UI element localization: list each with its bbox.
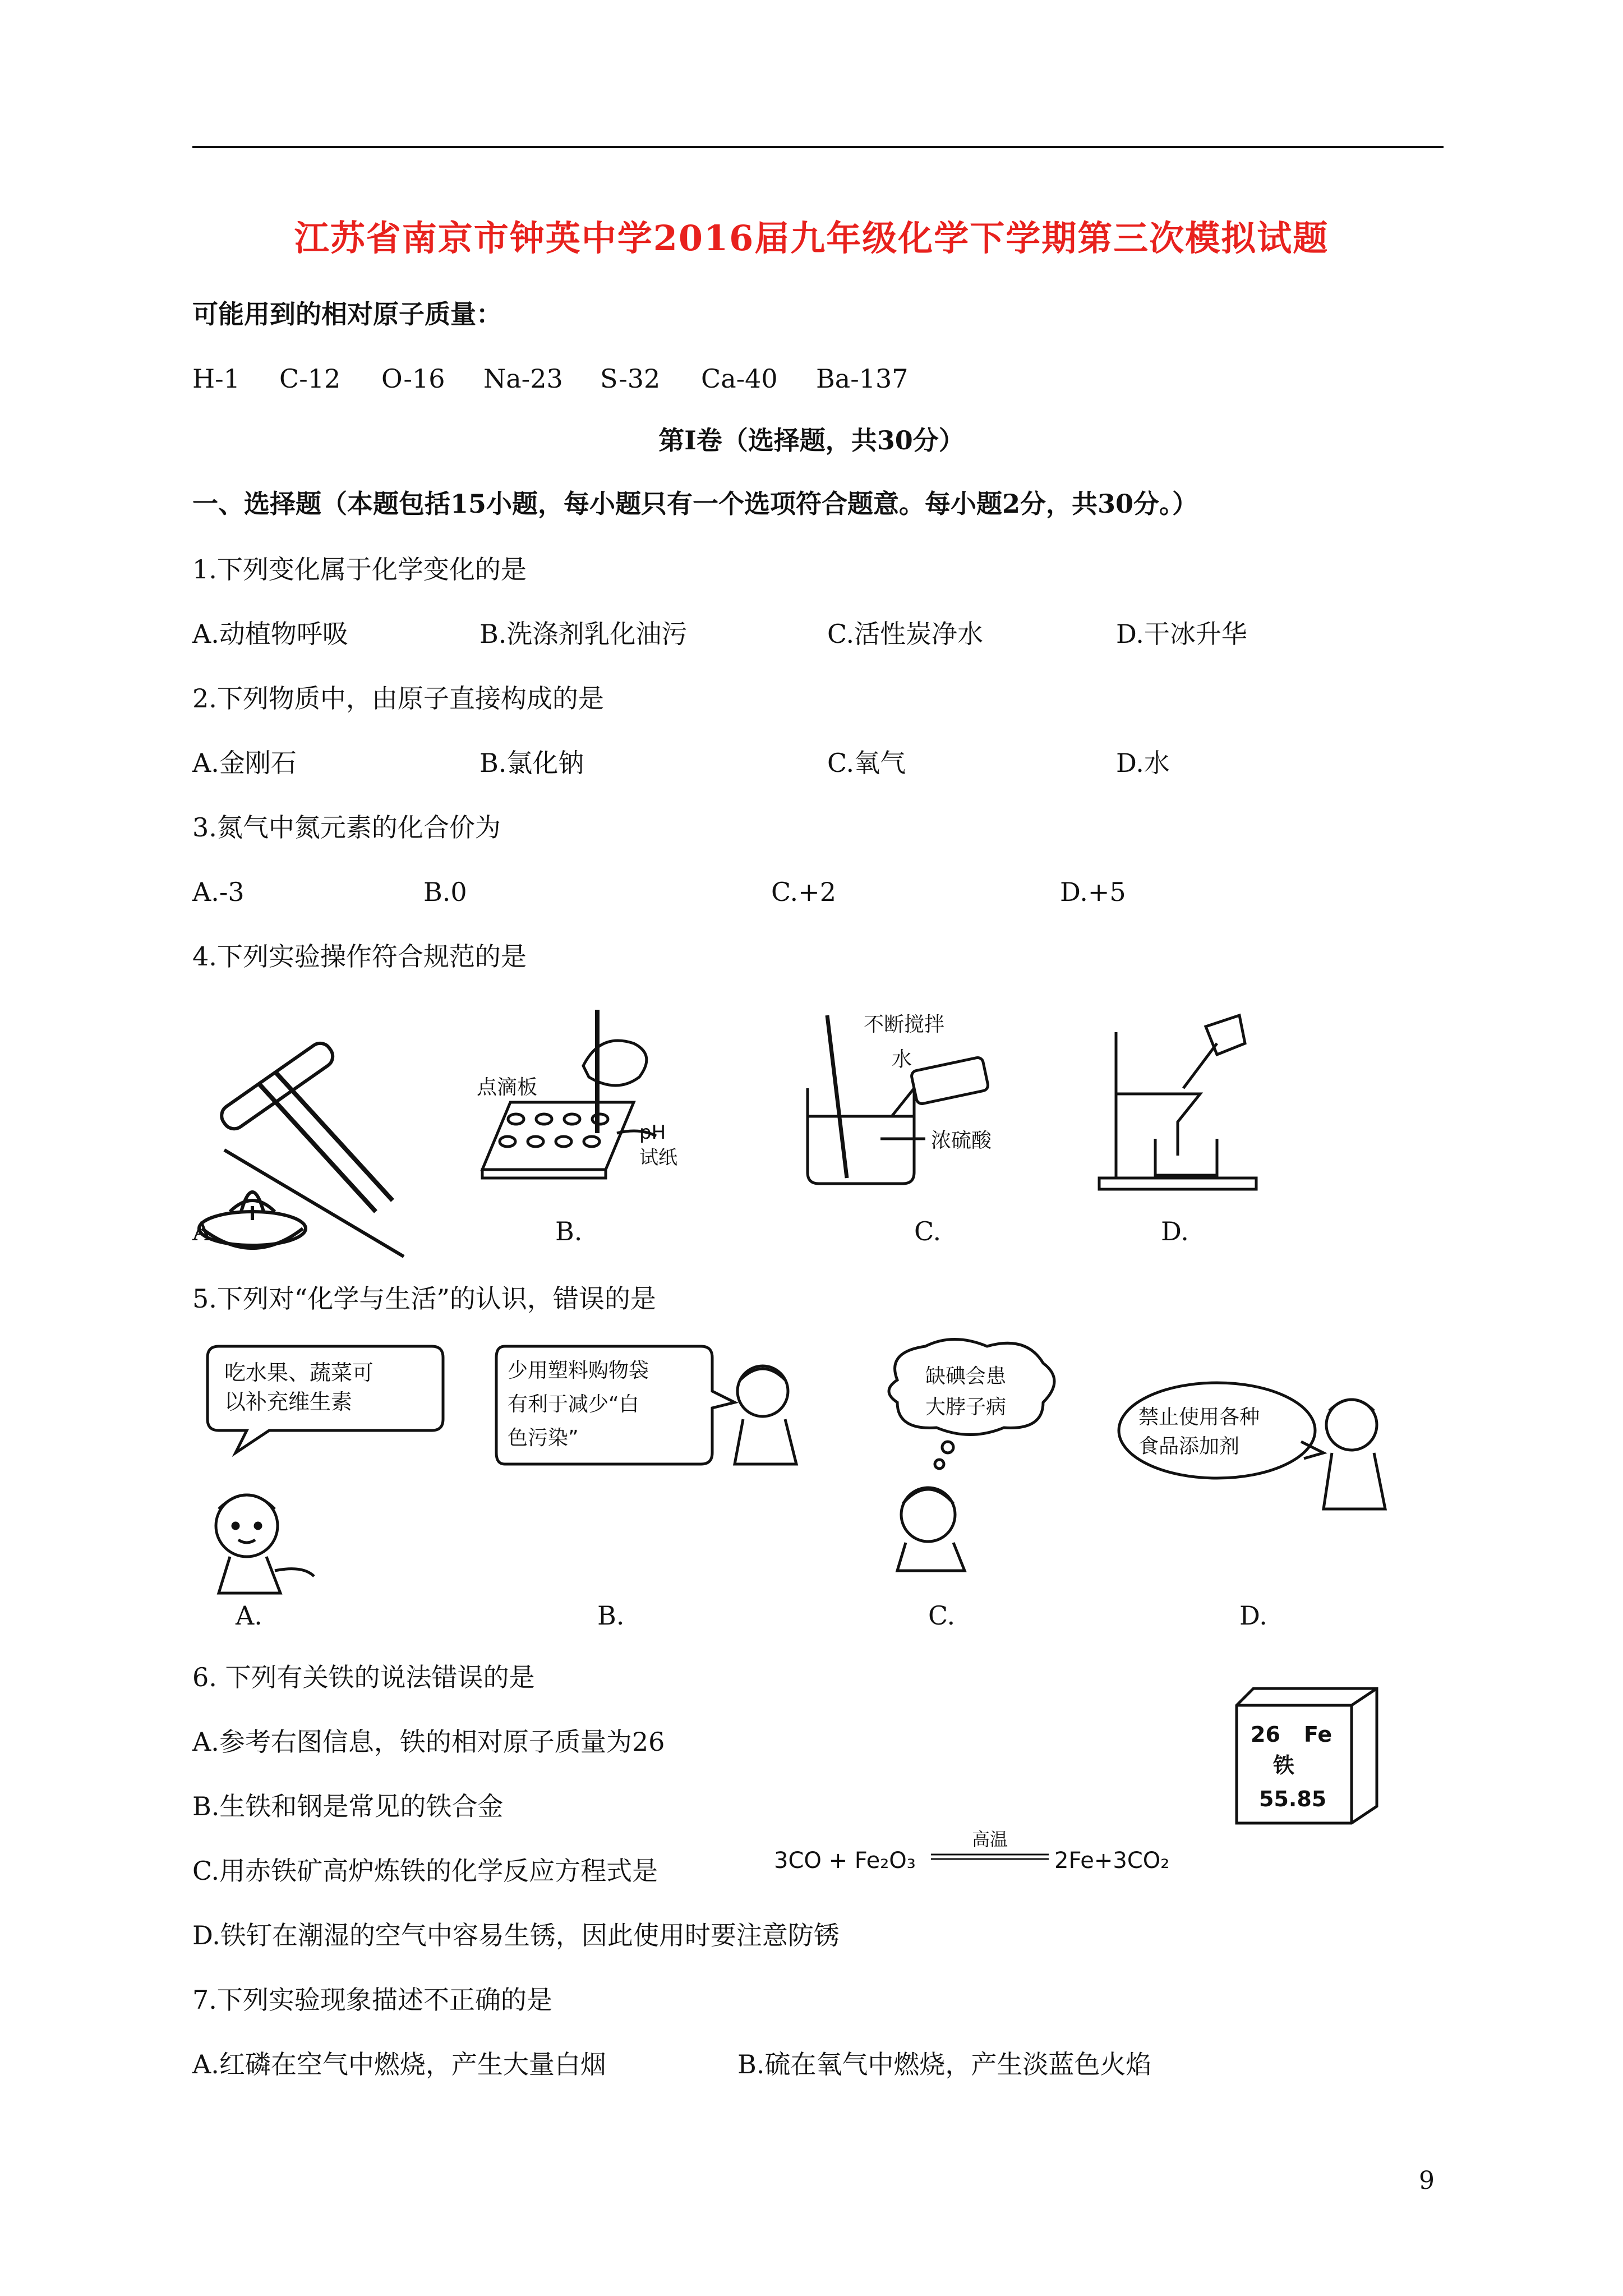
q5-b-line-1: 少用塑料购物袋 <box>508 1359 649 1382</box>
q4-option-a: A. <box>192 1216 219 1246</box>
q5-cartoon-c <box>875 1335 1088 1571</box>
q4-option-c: C. <box>914 1216 942 1246</box>
question-1-option-b: B.洗涤剂乳化油污 <box>479 619 688 649</box>
q5-a-line-2: 以补充维生素 <box>224 1389 353 1414</box>
page-title: 江苏省南京市钟英中学2016届九年级化学下学期第三次模拟试题 <box>294 218 1329 259</box>
q5-d-line-2: 食品添加剂 <box>1138 1435 1240 1458</box>
equation-right: 2Fe+3CO₂ <box>1054 1848 1170 1874</box>
question-2-option-b: B.氯化钠 <box>479 748 584 778</box>
q4-water-label: 水 <box>892 1048 912 1071</box>
question-2-option-a: A.金刚石 <box>192 748 297 778</box>
question-2-option-d: D.水 <box>1116 748 1170 778</box>
atomic-mass-h: H-1 <box>192 364 240 394</box>
question-1-option-c: C.活性炭净水 <box>827 619 984 649</box>
atomic-mass-ca: Ca-40 <box>701 364 778 394</box>
q4-stir-label: 不断搅拌 <box>864 1013 945 1036</box>
q5-c-line-2: 大脖子病 <box>925 1396 1007 1419</box>
question-1-option-a: A.动植物呼吸 <box>192 619 348 649</box>
question-1-option-d: D.干冰升华 <box>1116 619 1247 649</box>
volume-title: 第Ⅰ卷（选择题，共30分） <box>658 425 965 455</box>
q4-option-b: B. <box>555 1216 583 1246</box>
equation-left: 3CO + Fe₂O₃ <box>774 1848 916 1874</box>
question-3-option-d: D.+5 <box>1060 877 1126 907</box>
q5-c-line-1: 缺碘会患 <box>925 1365 1007 1388</box>
q4-acid-label: 浓硫酸 <box>931 1129 992 1152</box>
question-2-stem: 2.下列物质中，由原子直接构成的是 <box>192 683 604 714</box>
header-rule <box>192 146 1444 148</box>
question-3-option-b: B.0 <box>423 877 467 907</box>
q4-ph-test-illustration <box>471 999 707 1184</box>
q5-b-line-2: 有利于减少“白 <box>508 1393 639 1416</box>
q5-option-b: B. <box>597 1600 625 1631</box>
q5-a-line-1: 吃水果、蔬菜可 <box>224 1360 374 1385</box>
atomic-mass-ba: Ba-137 <box>816 364 909 394</box>
q5-cartoon-a <box>185 1341 449 1593</box>
question-6-stem: 6. 下列有关铁的说法错误的是 <box>192 1662 535 1692</box>
iron-name: 铁 <box>1273 1753 1295 1778</box>
question-3-option-a: A.-3 <box>192 877 245 907</box>
question-5-stem: 5.下列对“化学与生活”的认识，错误的是 <box>192 1283 656 1314</box>
equation-condition: 高温 <box>971 1829 1008 1850</box>
question-6-option-a: A.参考右图信息，铁的相对原子质量为26 <box>192 1727 665 1757</box>
iron-element-card <box>1231 1683 1388 1829</box>
q5-option-d: D. <box>1239 1600 1267 1631</box>
question-3-stem: 3.氮气中氮元素的化合价为 <box>192 812 501 843</box>
q5-d-line-1: 禁止使用各种 <box>1138 1406 1260 1429</box>
q5-option-c: C. <box>928 1600 956 1631</box>
question-6-option-b: B.生铁和钢是常见的铁合金 <box>192 1791 504 1821</box>
question-6-option-d: D.铁钉在潮湿的空气中容易生锈，因此使用时要注意防锈 <box>192 1920 840 1950</box>
question-7-option-b: B.硫在氧气中燃烧，产生淡蓝色火焰 <box>737 2049 1152 2079</box>
question-7-option-a: A.红磷在空气中燃烧，产生大量白烟 <box>192 2049 606 2079</box>
iron-symbol: Fe <box>1304 1722 1332 1747</box>
iron-smelting-equation <box>768 1818 1170 1885</box>
q4-heating-test-tube-illustration <box>191 1004 415 1262</box>
atomic-mass-c: C-12 <box>279 364 341 394</box>
question-4-stem: 4.下列实验操作符合规范的是 <box>192 941 527 972</box>
question-7-stem: 7.下列实验现象描述不正确的是 <box>192 1985 552 2015</box>
question-1-stem: 1.下列变化属于化学变化的是 <box>192 554 527 585</box>
q4-test-paper-label: 试纸 <box>639 1147 677 1169</box>
question-3-option-c: C.+2 <box>771 877 836 907</box>
q4-dilution-illustration <box>796 1004 1088 1189</box>
q5-b-line-3: 色污染” <box>508 1427 579 1450</box>
q4-filtration-illustration <box>1094 1010 1262 1195</box>
question-2-option-c: C.氧气 <box>827 748 906 778</box>
page-number: 9 <box>1419 2166 1435 2195</box>
question-6-option-c: C.用赤铁矿高炉炼铁的化学反应方程式是 <box>192 1856 658 1886</box>
q5-option-a: A. <box>236 1600 262 1631</box>
iron-atomic-mass: 55.85 <box>1259 1787 1327 1811</box>
atomic-mass-o: O-16 <box>381 364 445 394</box>
section-heading: 一、选择题（本题包括15小题，每小题只有一个选项符合题意。每小题2分，共30分。） <box>192 489 1198 519</box>
atomic-mass-na: Na-23 <box>483 364 563 394</box>
q5-cartoon-b <box>494 1341 808 1509</box>
q5-cartoon-d <box>1116 1369 1396 1515</box>
q4-ph-label: pH <box>639 1121 666 1144</box>
q4-option-d: D. <box>1161 1216 1189 1246</box>
iron-atomic-number: 26 <box>1251 1722 1280 1747</box>
atomic-mass-label: 可能用到的相对原子质量： <box>192 299 502 329</box>
q4-spot-plate-label: 点滴板 <box>477 1076 538 1099</box>
atomic-mass-s: S-32 <box>600 364 661 394</box>
